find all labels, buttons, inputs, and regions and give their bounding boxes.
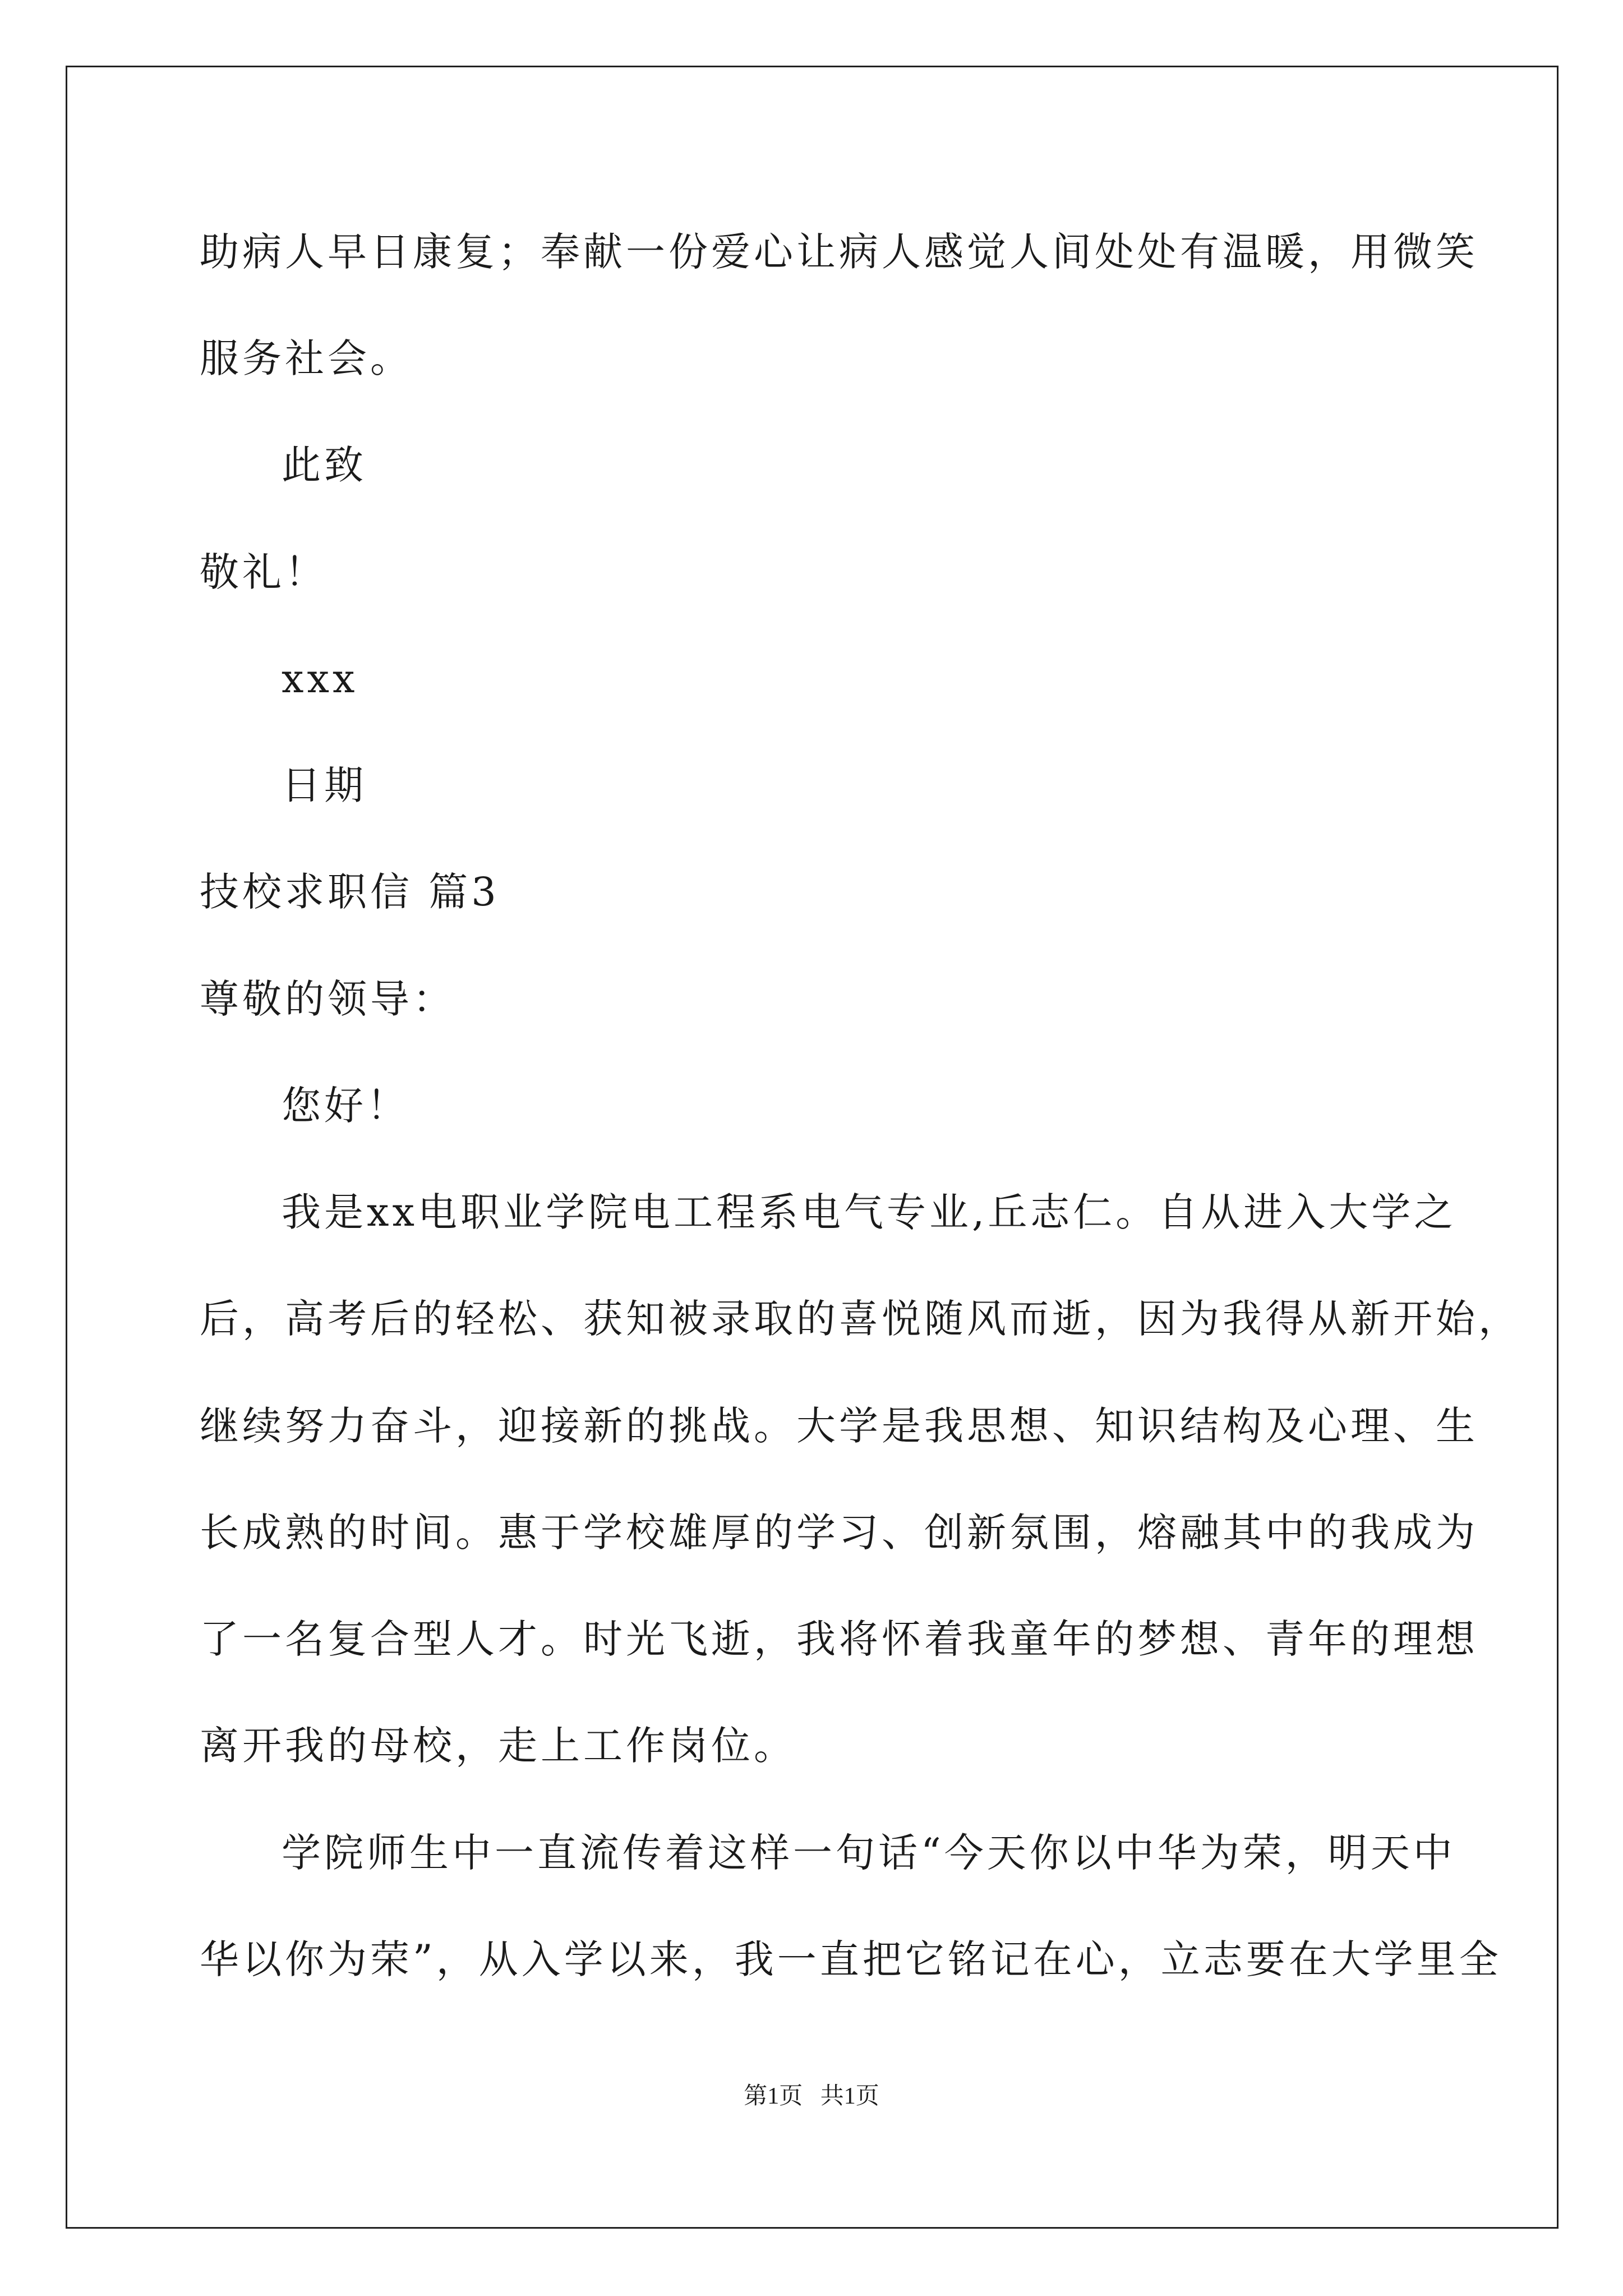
body-line: 后，高考后的轻松、获知被录取的喜悦随风而逝，因为我得从新开始， <box>200 1296 1521 1342</box>
page-border <box>66 66 1559 2229</box>
body-line: 继续努力奋斗，迎接新的挑战。大学是我思想、知识结构及心理、生 <box>200 1403 1478 1449</box>
body-line: 离开我的母校，走上工作岗位。 <box>200 1723 796 1769</box>
signature-name: xxx <box>282 656 358 702</box>
letter-hello: 您好！ <box>282 1083 409 1129</box>
body-line: 长成熟的时间。惠于学校雄厚的学习、创新氛围，熔融其中的我成为 <box>200 1510 1478 1556</box>
letter-greeting: 尊敬的领导： <box>200 976 455 1022</box>
body-line: 助病人早日康复；奉献一份爱心让病人感觉人间处处有温暖，用微笑 <box>200 229 1478 275</box>
body-line: 了一名复合型人才。时光飞逝，我将怀着我童年的梦想、青年的理想 <box>200 1616 1478 1662</box>
closing-phrase: 此致 <box>282 442 367 488</box>
body-line: 服务社会。 <box>200 335 413 381</box>
body-line: 华以你为荣”，从入学以来，我一直把它铭记在心，立志要在大学里全 <box>200 1936 1502 1982</box>
signature-date: 日期 <box>282 762 367 808</box>
body-line: 学院师生中一直流传着这样一句话“今天你以中华为荣，明天中 <box>282 1830 1456 1876</box>
section-heading: 技校求职信 篇3 <box>200 869 500 915</box>
body-line: 我是xx电职业学院电工程系电气专业,丘志仁。自从进入大学之 <box>282 1189 1457 1235</box>
page-number-footer: 第1页 共1页 <box>744 2083 879 2109</box>
salutation-closing: 敬礼！ <box>200 549 328 595</box>
